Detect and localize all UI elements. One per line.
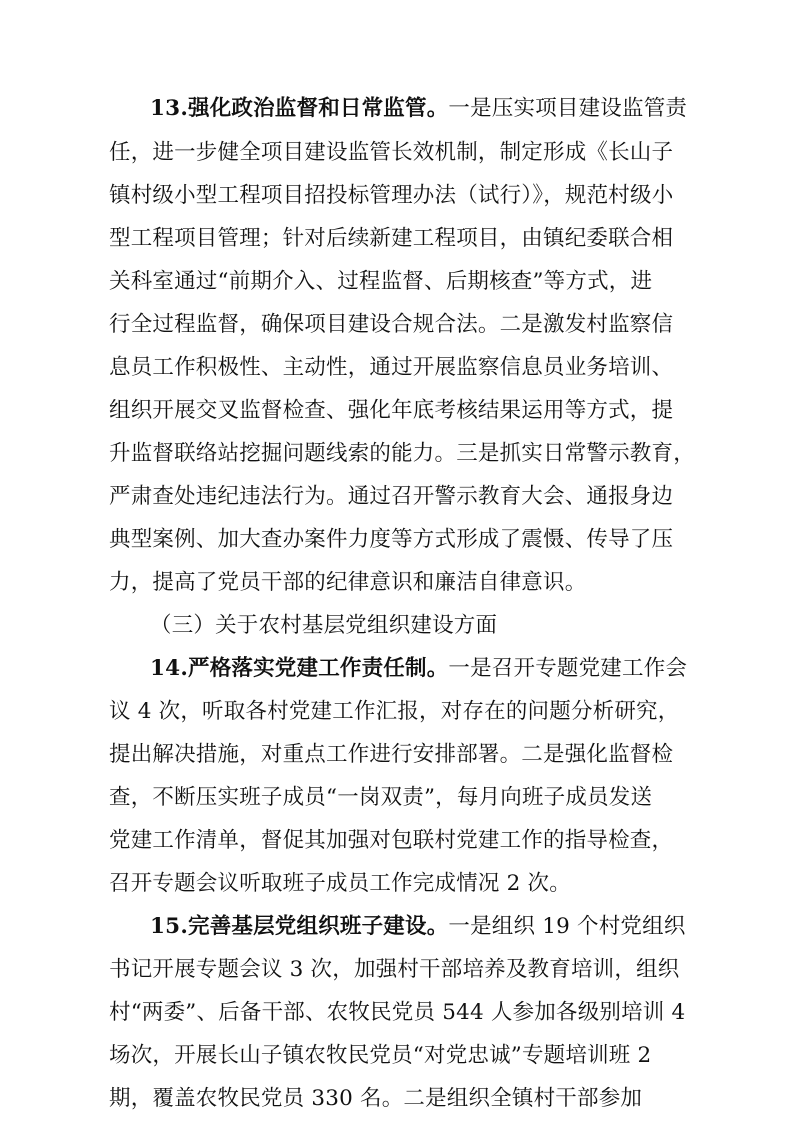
paragraph-13-line-9: 升监督联络站挖掘问题线索的能力。三是抓实日常警示教育， <box>109 441 695 466</box>
paragraph-14-line-3: 提出解决措施，对重点工作进行安排部署。二是强化监督检 <box>109 742 674 767</box>
paragraph-13-line-11: 典型案例、加大查办案件力度等方式形成了震慑、传导了压 <box>109 527 674 552</box>
paragraph-15-line-2: 书记开展专题会议 3 次，加强村干部培养及教育培训，组织 <box>109 957 680 982</box>
paragraph-15-line-1 <box>150 913 686 941</box>
paragraph-15-line-5: 期，覆盖农牧民党员 330 名。二是组织全镇村干部参加 <box>109 1086 643 1111</box>
paragraph-13-line-1 <box>150 95 687 123</box>
paragraph-13-line-10: 严肃查处违纪违法行为。通过召开警示教育大会、通报身边 <box>109 484 674 509</box>
paragraph-13-line-2: 任，进一步健全项目建设监管长效机制，制定形成《长山子 <box>109 140 674 165</box>
paragraph-14-line-6: 召开专题会议听取班子成员工作完成情况 2 次。 <box>109 871 571 896</box>
paragraph-15-heading: 15.完善基层党组织班子建设。 <box>150 914 449 939</box>
paragraph-13-line-4: 型工程项目管理；针对后续新建工程项目，由镇纪委联合相 <box>109 226 674 251</box>
paragraph-14-heading: 14.严格落实党建工作责任制。 <box>150 656 449 681</box>
paragraph-13-line-7: 息员工作积极性、主动性，通过开展监察信息员业务培训、 <box>109 355 674 380</box>
paragraph-13-line-5: 关科室通过“前期介入、过程监督、后期核查”等方式，进 <box>109 269 653 294</box>
paragraph-14-line-2: 议 4 次，听取各村党建工作汇报，对存在的问题分析研究， <box>109 699 680 724</box>
paragraph-13-heading: 13.强化政治监督和日常监管。 <box>150 96 449 121</box>
paragraph-13-line-8: 组织开展交叉监督检查、强化年底考核结果运用等方式，提 <box>109 398 674 423</box>
section-title: （三）关于农村基层党组织建设方面 <box>150 613 498 638</box>
paragraph-15-text: 一是组织 19 个村党组织 <box>448 914 686 939</box>
paragraph-13-line-12: 力，提高了党员干部的纪律意识和廉洁自律意识。 <box>109 570 587 595</box>
paragraph-13-line-6: 行全过程监督，确保项目建设合规合法。二是激发村监察信 <box>109 312 674 337</box>
paragraph-14-line-5: 党建工作清单，督促其加强对包联村党建工作的指导检查， <box>109 828 674 853</box>
paragraph-14-line-4: 查，不断压实班子成员“一岗双责”，每月向班子成员发送 <box>109 785 653 810</box>
paragraph-14-line-1 <box>150 655 687 683</box>
paragraph-15-line-3: 村“两委”、后备干部、农牧民党员 544 人参加各级别培训 4 <box>109 1000 686 1025</box>
paragraph-15-line-4: 场次，开展长山子镇农牧民党员“对党忠诚”专题培训班 2 <box>109 1043 652 1068</box>
paragraph-13-text: 一是压实项目建设监管责 <box>448 96 688 121</box>
paragraph-14-text: 一是召开专题党建工作会 <box>448 656 688 681</box>
paragraph-13-line-3: 镇村级小型工程项目招投标管理办法（试行）》，规范村级小 <box>109 183 674 208</box>
